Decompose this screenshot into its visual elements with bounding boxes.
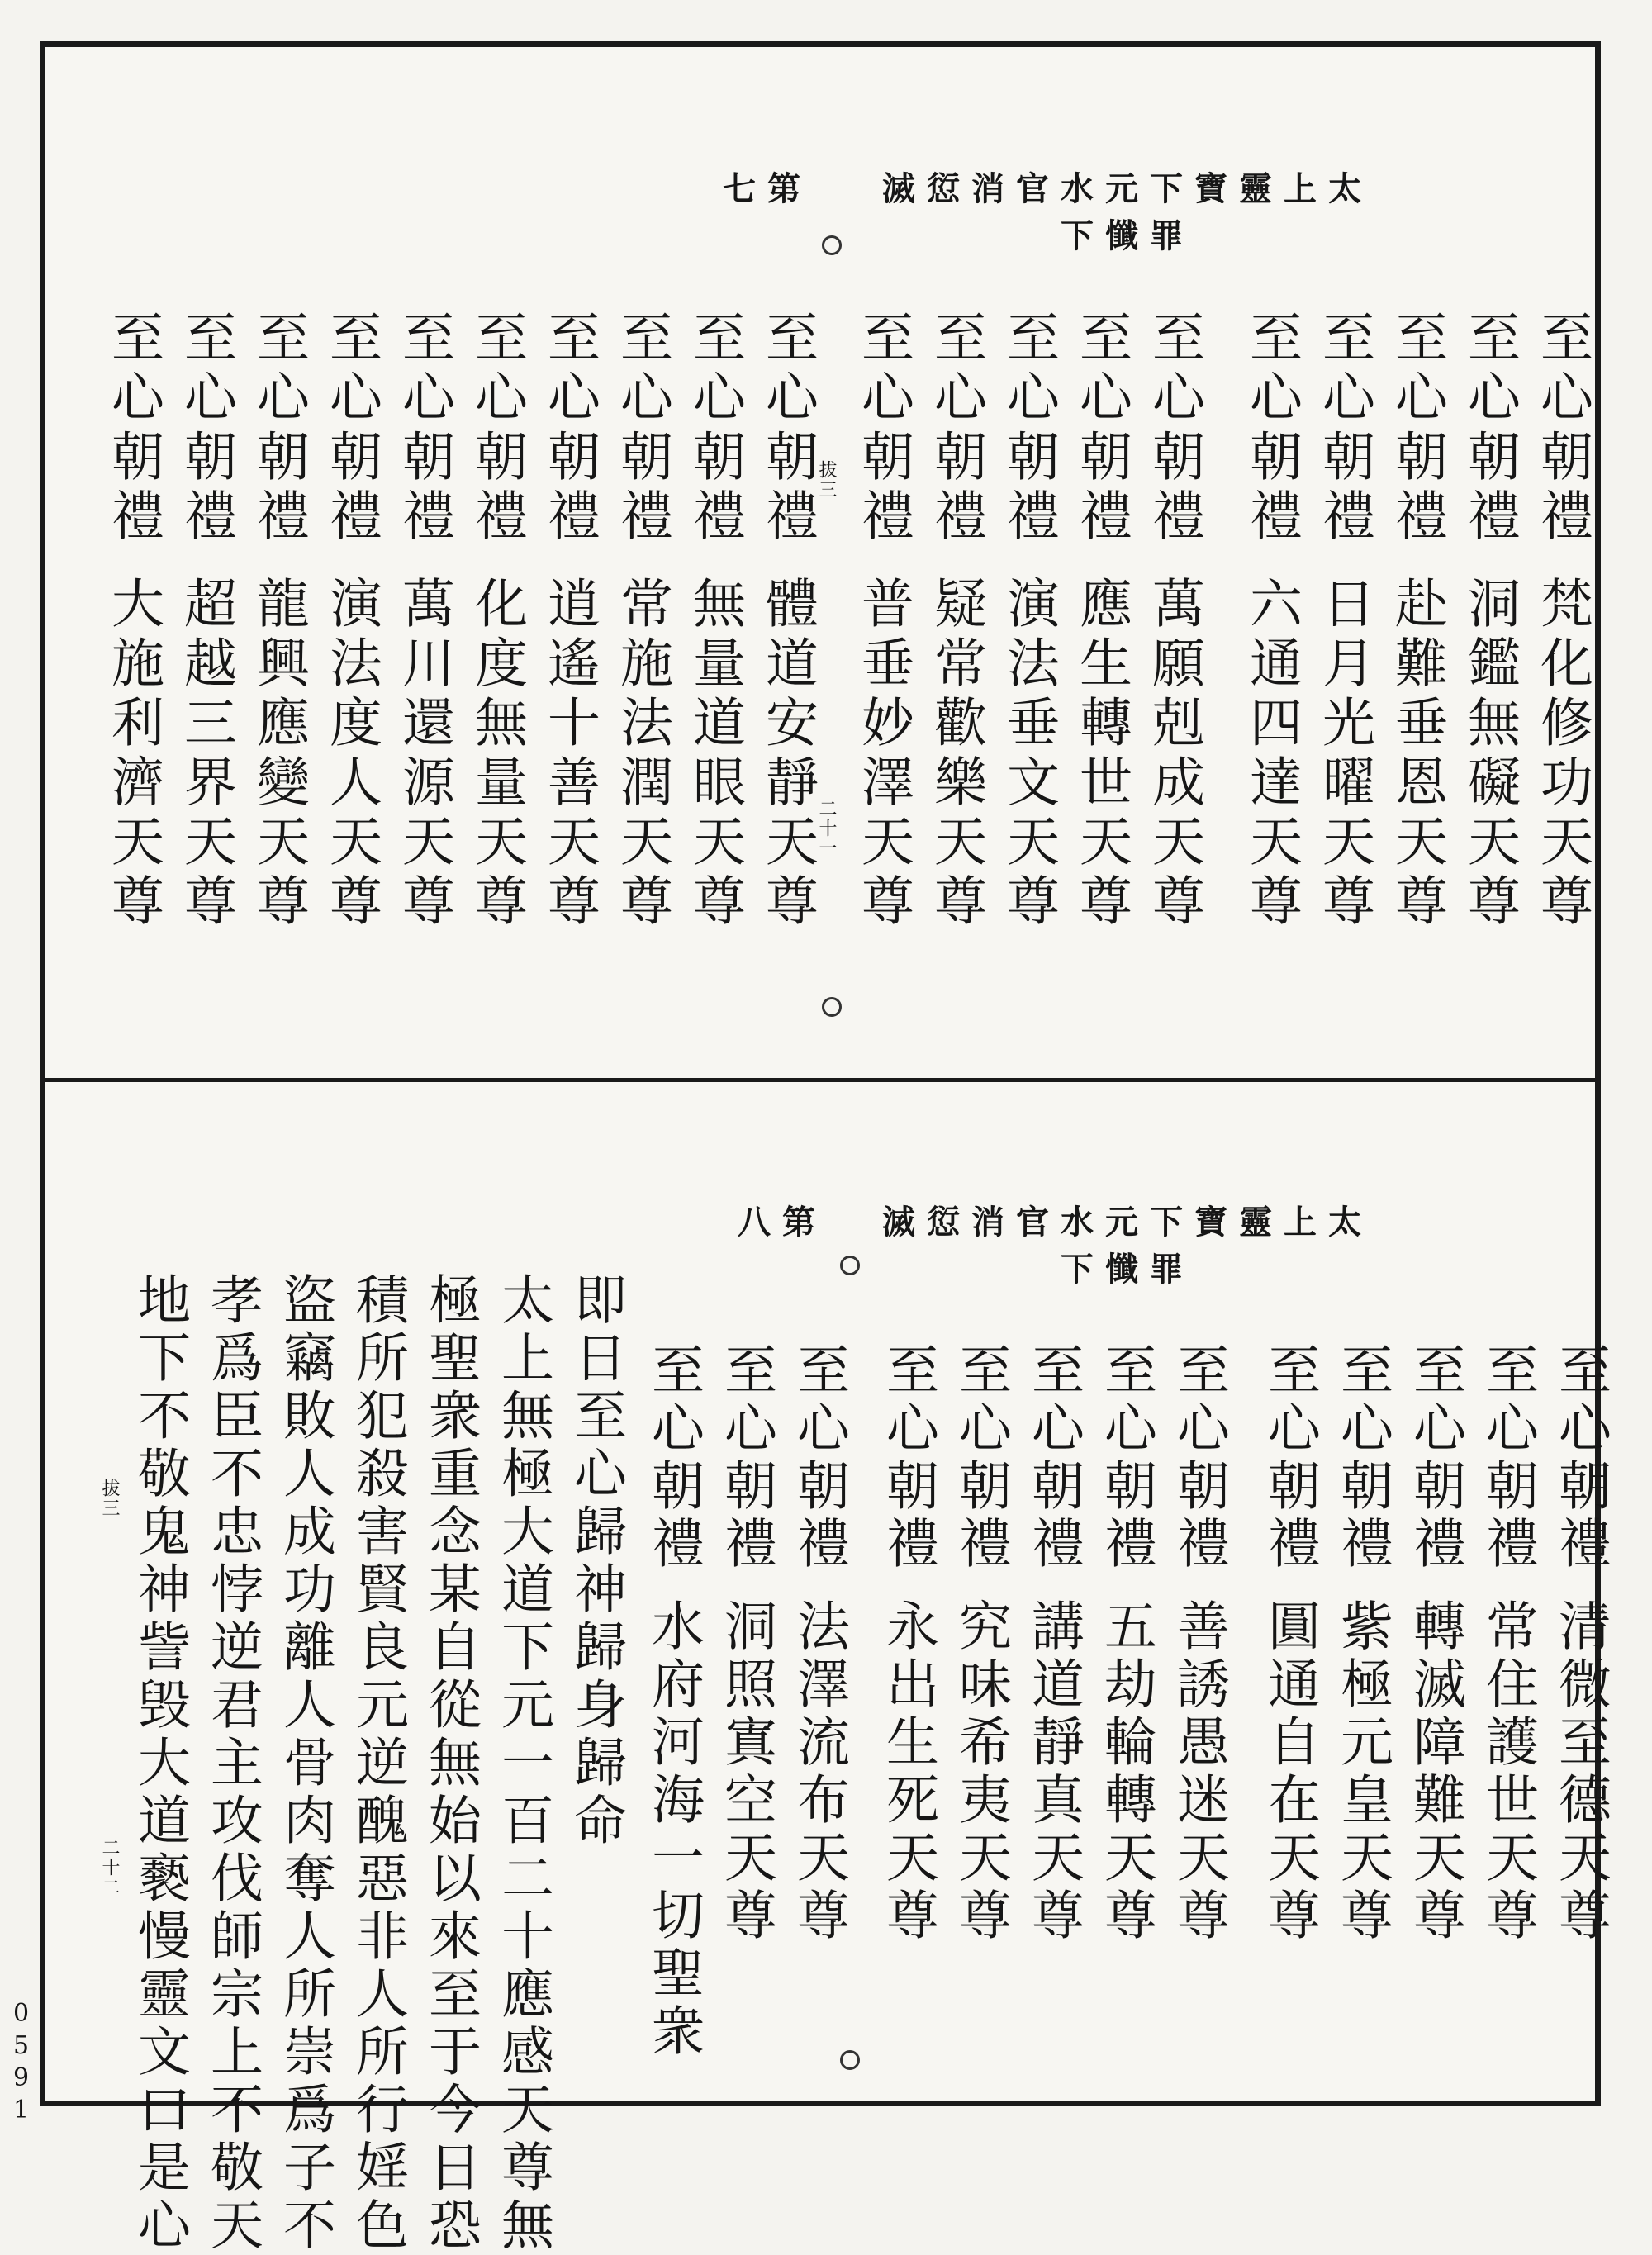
invocation-col-1: 至心朝禮 [1531, 310, 1593, 548]
deity-title: 疑常歡樂天尊 [925, 576, 986, 933]
invocation-col-18: 至心朝禮 [248, 310, 309, 548]
prose-col: 盜竊敗人成功離人骨肉奪人所崇爲子不 [274, 1272, 335, 2255]
deity-title: 究味希夷天尊 [950, 1598, 1011, 1945]
binding-hole-icon [822, 997, 842, 1017]
invocation-col-6: 至心朝禮 [1143, 310, 1204, 548]
invocation-col-6: 至心朝禮 [1168, 1342, 1229, 1574]
prose-col: 積所犯殺害賢良元逆醜惡非人所行婬色 [347, 1272, 408, 2255]
prose-col: 孝爲臣不忠悖逆君主攻伐師宗上不敬天 [202, 1272, 263, 2255]
deity-title: 萬川還源天尊 [393, 576, 454, 933]
top-margin-note: 拔三 [816, 460, 837, 500]
deity-title: 洞照寘空天尊 [715, 1598, 776, 1945]
invocation-col-16: 至心朝禮 [393, 310, 454, 548]
side-page-number: 0591 [7, 1999, 36, 2128]
deity-title: 梵化修功天尊 [1531, 576, 1593, 933]
deity-title: 法澤流布天尊 [788, 1598, 849, 1945]
deity-title: 化度無量天尊 [466, 576, 527, 933]
invocation-col-4: 至心朝禮 [1332, 1342, 1393, 1574]
invocation-col-20: 至心朝禮 [102, 310, 164, 548]
invocation-col-7: 至心朝禮 [1070, 310, 1132, 548]
invocation-col-13: 至心朝禮 [643, 1342, 704, 1574]
invocation-col-12: 至心朝禮 [715, 1342, 776, 1574]
prose-col: 即日至心歸神歸身歸命 [565, 1272, 626, 1850]
deity-title: 紫極元皇天尊 [1332, 1598, 1393, 1945]
top-header-section-text: 第七 [723, 169, 812, 208]
invocation-col-17: 至心朝禮 [320, 310, 382, 548]
deity-title: 大施利濟天尊 [102, 576, 164, 933]
invocation-col-9: 至心朝禮 [925, 310, 986, 548]
invocation-col-4: 至心朝禮 [1313, 310, 1374, 548]
deity-title: 清微至德天尊 [1550, 1598, 1611, 1945]
page-frame [40, 41, 1611, 2255]
deity-title: 普垂妙澤天尊 [852, 576, 914, 933]
invocation-col-1: 至心朝禮 [1550, 1342, 1611, 1574]
invocation-col-3: 至心朝禮 [1386, 310, 1447, 548]
deity-title: 常施法潤天尊 [611, 576, 672, 933]
deity-title: 水府河海一切聖衆 [643, 1598, 704, 2061]
deity-title: 日月光曜天尊 [1313, 576, 1374, 933]
deity-title: 五劫輪轉天尊 [1095, 1598, 1156, 1945]
invocation-col-11: 至心朝禮 [757, 310, 818, 548]
bottom-margin-note: 拔三 [99, 1479, 120, 1518]
deity-title: 常住護世天尊 [1477, 1598, 1538, 1945]
deity-title: 六通四達天尊 [1241, 576, 1302, 933]
invocation-col-10: 至心朝禮 [877, 1342, 938, 1574]
deity-title: 圓通自在天尊 [1259, 1598, 1320, 1945]
invocation-col-11: 至心朝禮 [788, 1342, 849, 1574]
prose-col: 太上無極大道下元一百二十應感天尊無 [492, 1272, 553, 2255]
invocation-col-14: 至心朝禮 [539, 310, 600, 548]
invocation-col-19: 至心朝禮 [175, 310, 236, 548]
top-panel [45, 47, 1595, 1078]
invocation-col-8: 至心朝禮 [998, 310, 1059, 548]
invocation-col-3: 至心朝禮 [1404, 1342, 1465, 1574]
deity-title: 善誘愚迷天尊 [1168, 1598, 1229, 1945]
invocation-col-5: 至心朝禮 [1259, 1342, 1320, 1574]
bottom-page-number: 二十二 [99, 1838, 120, 1897]
prose-col: 極聖衆重念某自從無始以來至于今日恐 [420, 1272, 481, 2255]
deity-title: 超越三界天尊 [175, 576, 236, 933]
binding-hole-icon [822, 235, 842, 255]
bottom-header-title-text: 太上靈寶下元水官消愆滅罪懺下 [882, 1203, 1373, 1289]
bottom-header-title-h [871, 1196, 1384, 1290]
prose-col: 地下不敬鬼神訾毁大道褻慢靈文口是心 [129, 1272, 190, 2255]
binding-hole-icon [840, 2050, 860, 2070]
deity-title: 萬願剋成天尊 [1143, 576, 1204, 933]
deity-title: 逍遙十善天尊 [539, 576, 600, 933]
deity-title: 講道靜真天尊 [1023, 1598, 1084, 1945]
invocation-col-15: 至心朝禮 [466, 310, 527, 548]
deity-title: 龍興應變天尊 [248, 576, 309, 933]
invocation-col-7: 至心朝禮 [1095, 1342, 1156, 1574]
deity-title: 洞鑑無礙天尊 [1459, 576, 1520, 933]
invocation-col-8: 至心朝禮 [1023, 1342, 1084, 1574]
bottom-header-section [738, 1196, 827, 1243]
invocation-col-5: 至心朝禮 [1241, 310, 1302, 548]
top-header-section [723, 163, 812, 210]
deity-title: 永出生死天尊 [877, 1598, 938, 1945]
invocation-col-13: 至心朝禮 [611, 310, 672, 548]
deity-title: 無量道眼天尊 [684, 576, 745, 933]
deity-title: 應生轉世天尊 [1070, 576, 1132, 933]
deity-title: 演法垂文天尊 [998, 576, 1059, 933]
deity-title: 體道安靜天尊 [757, 576, 818, 933]
invocation-col-2: 至心朝禮 [1459, 310, 1520, 548]
deity-title: 赴難垂恩天尊 [1386, 576, 1447, 933]
bottom-header-section-text: 第八 [738, 1203, 827, 1241]
invocation-col-2: 至心朝禮 [1477, 1342, 1538, 1574]
binding-hole-icon [840, 1256, 860, 1275]
invocation-col-10: 至心朝禮 [852, 310, 914, 548]
top-header-title-h [871, 163, 1384, 257]
invocation-col-12: 至心朝禮 [684, 310, 745, 548]
deity-title: 演法度人天尊 [320, 576, 382, 933]
invocation-col-9: 至心朝禮 [950, 1342, 1011, 1574]
deity-title: 轉滅障難天尊 [1404, 1598, 1465, 1945]
bottom-panel [45, 1082, 1611, 2255]
top-page-number: 二十一 [816, 799, 837, 858]
top-header-title-text: 太上靈寶下元水官消愆滅罪懺下 [882, 169, 1373, 255]
